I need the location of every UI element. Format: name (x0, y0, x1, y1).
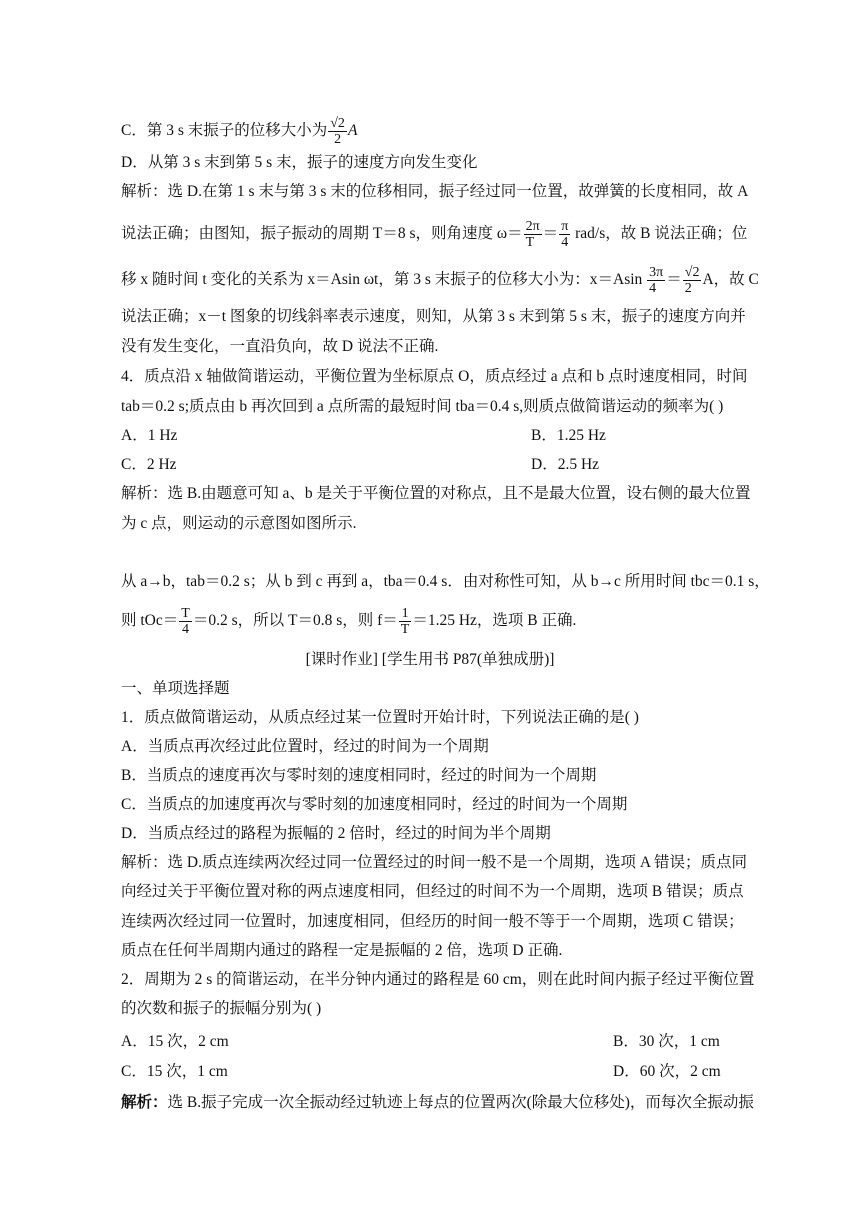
q2-options-row-2 (121, 1061, 741, 1083)
section-header: [课时作业] [学生用书 P87(单独成册)] (305, 651, 555, 668)
solution-text: rad/s，故 B 说法正确；位 (571, 225, 748, 243)
q-prev-solution-line-3 (121, 265, 759, 296)
fraction-numerator: T (181, 606, 190, 621)
q-prev-solution-line-4: 说法正确；x－t 图象的切线斜率表示速度，则知，从第 3 s 末到第 5 s 末，振子的速度方向并 (121, 308, 746, 325)
fraction-denominator: 2 (334, 132, 342, 147)
q2-option-a: A．15 次，2 cm (121, 1033, 229, 1050)
q-prev-option-c (121, 116, 741, 147)
solution-text: 选 B.振子完成一次全振动经过轨迹上每点的位置两次(除最大位移处)，而每次全振动振 (167, 1094, 754, 1111)
q2-stem-line-1: 2．周期为 2 s 的简谐运动，在半分钟内通过的路程是 60 cm，则在此时间内振子经过平衡位置 (121, 971, 755, 988)
q1-solution-line-4: 质点在任何半周期内通过的路程一定是振幅的 2 倍，选项 D 正确. (121, 942, 563, 959)
fraction-sqrt2-over-2 (328, 116, 347, 147)
fraction-numerator: π (561, 219, 569, 234)
fraction-denominator: T (400, 622, 410, 637)
fraction-denominator: 2 (684, 281, 692, 296)
fraction-numerator: √2 (684, 265, 700, 280)
q1-option-a: A．当质点再次经过此位置时，经过的时间为一个周期 (121, 738, 489, 755)
option-c-text: C．第 3 s 末振子的位移大小为 (121, 122, 328, 140)
q1-option-b: B．当质点的速度再次与零时刻的速度相同时，经过的时间为一个周期 (121, 767, 597, 784)
q4-solution-line-1: 解析：选 B.由题意可知 a、b 是关于平衡位置的对称点，且不是最大位置，设右侧的最大位置 (121, 485, 751, 502)
q4-solution-line-3: 从 a→b，tab＝0.2 s；从 b 到 c 再到 a，tba＝0.4 s．由对称性可知，从 b→c 所用时间 tbc＝0.1 s， (121, 573, 770, 590)
q4-options-row-2 (121, 454, 741, 476)
fraction-sqrt2-over-2 (683, 265, 702, 296)
q2-option-d: D．60 次，2 cm (613, 1063, 721, 1080)
q1-option-d: D．当质点经过的路程为振幅的 2 倍时，经过的时间为半个周期 (121, 825, 551, 842)
solution-text: 移 x 随时间 t 变化的关系为 x＝Asin ωt，第 3 s 末振子的位移大小为：x＝Asin (121, 271, 647, 289)
fraction-denominator: 4 (649, 281, 657, 296)
solution-text: 说法正确；由图知，振子振动的周期 T＝8 s，则角速度 ω＝ (121, 225, 523, 243)
solution-label: 解析： (121, 1094, 168, 1111)
fraction-numerator: 1 (399, 606, 412, 622)
equals-sign: ＝ (542, 225, 559, 243)
q1-solution-line-3: 连续两次经过同一位置时，加速度相同，但经历的时间一般不等于一个周期，选项 C 错误； (121, 913, 744, 930)
q-prev-solution-line-1: 解析：选 D.在第 1 s 末与第 3 s 末的位移相同，振子经过同一位置，故弹簧的长度相同，故 A (121, 183, 749, 200)
q4-option-b: B．1.25 Hz (531, 427, 606, 444)
q2-options-row-1 (121, 1031, 741, 1053)
fraction-denominator: 4 (561, 235, 569, 250)
q4-option-d: D．2.5 Hz (531, 456, 600, 473)
q4-stem-line-1: 4．质点沿 x 轴做简谐运动，平衡位置为坐标原点 O，质点经过 a 点和 b 点时速度相同，时间 (121, 368, 748, 385)
section-title: 一、单项选择题 (121, 680, 230, 697)
amplitude-symbol: A (347, 122, 358, 140)
q1-solution-line-2: 向经过关于平衡位置对称的两点速度相同，但经过的时间不为一个周期，选项 B 错误；质点 (121, 883, 744, 900)
fraction-T-over-4 (179, 606, 192, 637)
fraction-numerator: 2π (525, 219, 540, 234)
fraction-numerator: √2 (330, 116, 345, 131)
q2-solution-line-1 (121, 1092, 754, 1114)
q4-solution-line-4 (121, 606, 741, 637)
fraction-denominator: 4 (182, 622, 190, 637)
solution-text: ＝1.25 Hz，选项 B 正确. (412, 612, 577, 630)
q4-option-c: C．2 Hz (121, 456, 177, 473)
q4-options-row-1 (121, 425, 741, 447)
fraction-denominator: T (525, 235, 535, 250)
q1-stem: 1．质点做简谐运动，从质点经过某一位置时开始计时，下列说法正确的是( ) (121, 709, 639, 726)
q-prev-solution-line-2 (121, 219, 748, 250)
q-prev-option-d: D．从第 3 s 末到第 5 s 末，振子的速度方向发生变化 (121, 154, 478, 171)
q1-option-c: C．当质点的加速度再次与零时刻的加速度相同时，经过的时间为一个周期 (121, 796, 628, 813)
q2-option-b: B．30 次，1 cm (613, 1033, 720, 1050)
solution-text: A，故 C (702, 271, 759, 289)
fraction-pi-over-4 (559, 219, 570, 250)
q1-solution-line-1: 解析：选 D.质点连续两次经过同一位置经过的时间一般不是一个周期，选项 A 错误；质点同 (121, 854, 748, 871)
q4-solution-line-2: 为 c 点，则运动的示意图如图所示. (121, 515, 357, 532)
fraction-2pi-over-T (524, 219, 542, 250)
fraction-3pi-over-4 (647, 265, 665, 296)
fraction-1-over-T (399, 606, 412, 637)
fraction-numerator: 3π (649, 265, 664, 280)
q4-option-a: A．1 Hz (121, 427, 178, 444)
solution-text: 则 tOc＝ (121, 612, 179, 630)
equals-sign: ＝ (666, 271, 682, 289)
q4-stem-line-2: tab＝0.2 s;质点由 b 再次回到 a 点所需的最短时间 tba＝0.4 s,则质点做简谐运动的频率为( ) (121, 398, 724, 415)
solution-text: ＝0.2 s，所以 T＝0.8 s，则 f＝ (192, 612, 398, 630)
q2-option-c: C．15 次，1 cm (121, 1063, 228, 1080)
q2-stem-line-2: 的次数和振子的振幅分别为( ) (121, 1000, 322, 1017)
q-prev-solution-line-5: 没有发生变化，一直沿负向，故 D 说法不正确. (121, 338, 439, 355)
